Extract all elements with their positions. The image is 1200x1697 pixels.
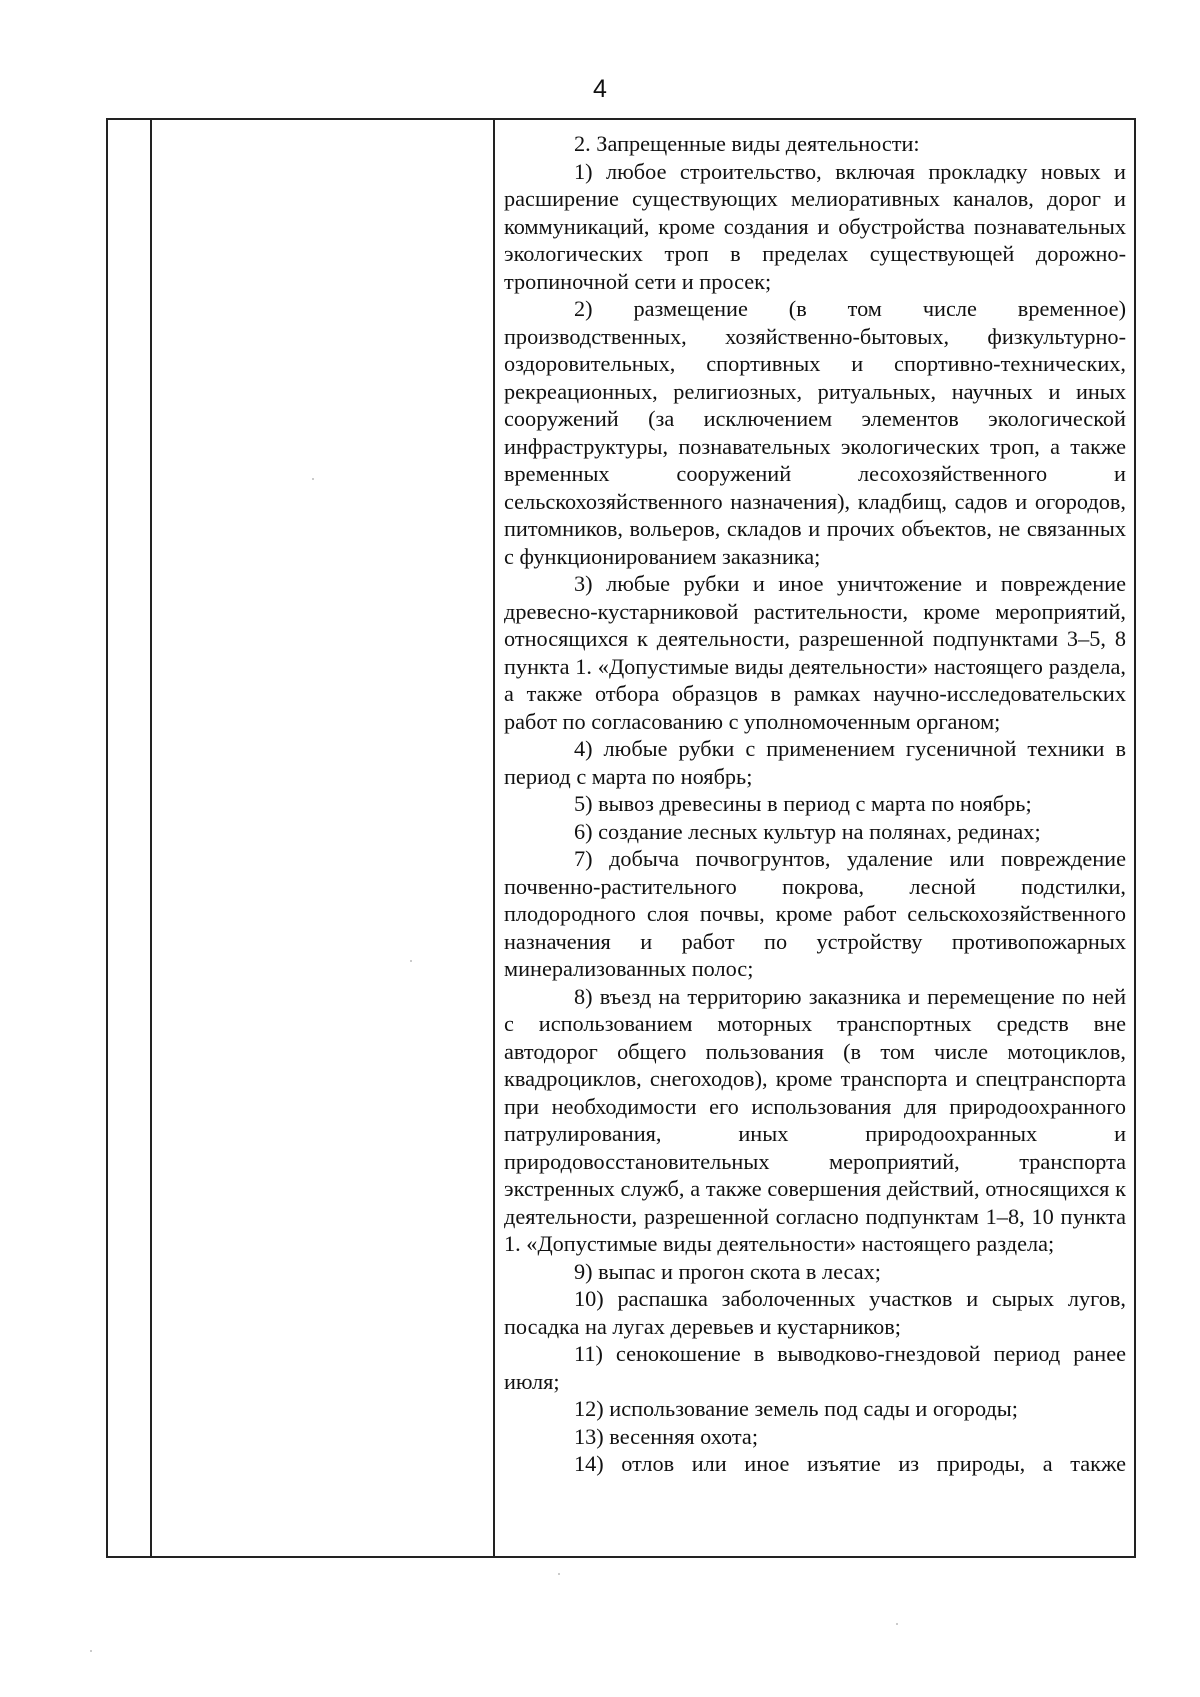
- page-number: 4: [593, 75, 607, 103]
- list-item: 12) использование земель под сады и огороды;: [574, 1396, 1018, 1421]
- list-item: 14) отлов или иное изъятие из природы, а также: [574, 1451, 1126, 1476]
- column-divider: [493, 120, 495, 1556]
- regime-table: [106, 118, 1136, 1558]
- list-item: 9) выпас и прогон скота в лесах;: [574, 1258, 881, 1284]
- list-item: 6) создание лесных культур на полянах, рединах;: [574, 818, 1041, 844]
- list-item: 5) вывоз древесины в период с марта по ноябрь;: [574, 791, 1032, 816]
- list-item: 8) въезд на территорию заказника и перемещение по ней с использованием моторных транспортных средств вне автодорог общего пользования (в том числе мотоциклов, квадроциклов, снегоходов), кроме транспорта и спецтранспорта при необходимости его использования для природоохранного патрулирования, иных природоохранных и природовосстановительных мероприятий, транспорта экстренных служб, а также совершения действий, относящихся к деятельности, разрешенной согласно подпунктам 1–8, 10 пункта 1. «Допустимые виды деятельности» настоящего раздела;: [504, 983, 1126, 1256]
- scan-speck: [312, 478, 314, 480]
- scan-speck: [896, 1623, 898, 1625]
- table-column-number: [108, 120, 150, 1556]
- list-item: 4) любые рубки с применением гусеничной техники в период с марта по ноябрь;: [504, 736, 1126, 789]
- list-item: 11) сенокошение в выводково-гнездовой период ранее июля;: [504, 1341, 1126, 1394]
- list-item: 10) распашка заболоченных участков и сырых лугов, посадка на лугах деревьев и кустарников;: [504, 1286, 1126, 1339]
- scan-speck: [558, 1573, 560, 1575]
- table-column-zone: [152, 120, 493, 1556]
- scan-speck: [410, 960, 412, 962]
- list-item: 3) любые рубки и иное уничтожение и повреждение древесно-кустарниковой растительности, кроме мероприятий, относящихся к деятельности, разрешенной подпунктами 3–5, 8 пункта 1. «Допустимые виды деятельности» настоящего раздела, а также отбора образцов в рамках научно-исследовательских работ по согласованию с уполномоченным органом;: [504, 571, 1126, 734]
- scan-speck: [90, 1650, 92, 1652]
- column-divider: [150, 120, 152, 1556]
- list-item: 2) размещение (в том числе временное) производственных, хозяйственно-бытовых, физкультурно-оздоровительных, спортивных и спортивно-технических, рекреационных, религиозных, ритуальных, научных и иных сооружений (за исключением элементов экологической инфраструктуры, познавательных экологических троп, а также временных сооружений лесохозяйственного и сельскохозяйственного назначения), кладбищ, садов и огородов, питомников, вольеров, складов и прочих объектов, не связанных с функционированием заказника;: [504, 296, 1126, 569]
- section-heading: 2. Запрещенные виды деятельности:: [574, 131, 920, 156]
- table-cell-regime-text: [504, 130, 1126, 1478]
- list-item: 13) весенняя охота;: [574, 1423, 759, 1449]
- list-item: 1) любое строительство, включая прокладку новых и расширение существующих мелиоративных каналов, дорог и коммуникаций, кроме создания и обустройства познавательных экологических троп в пределах существующей дорожно-тропиночной сети и просек;: [504, 158, 1126, 294]
- list-item: 7) добыча почвогрунтов, удаление или повреждение почвенно-растительного покрова, лесной подстилки, плодородного слоя почвы, кроме работ сельскохозяйственного назначения и работ по устройству противопожарных минерализованных полос;: [504, 846, 1126, 981]
